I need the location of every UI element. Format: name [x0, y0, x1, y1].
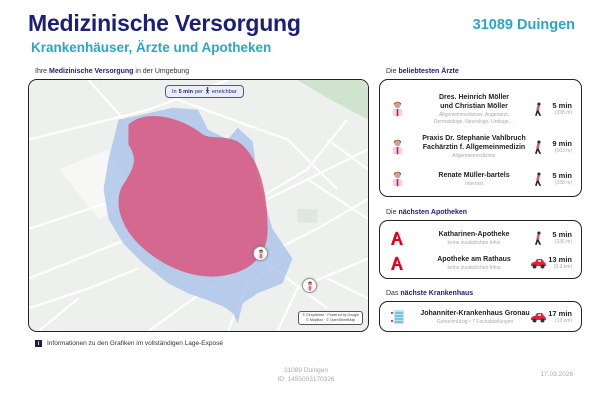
location-label: 31089 Duingen [472, 17, 575, 33]
page-subtitle: Krankenhäuser, Ärzte und Apotheken [31, 40, 272, 55]
walking-icon [528, 140, 548, 155]
hospital-list-item[interactable]: Johanniter-Krankenhaus Gronau Gemeinnützig • 7 Fachabteilungen 17 min (13 km) [380, 306, 581, 328]
map-canvas [29, 80, 368, 331]
pharmacy-a-icon [388, 256, 406, 271]
footer-info: 31089 Duingen ID: 1455003170326 [277, 367, 335, 383]
hospital-card [379, 301, 582, 332]
walking-person-icon [205, 87, 210, 96]
isochrone-badge: In 5 min per erreichbar [165, 85, 244, 98]
hospital-building-icon [388, 309, 406, 325]
pharmacy-list-item[interactable]: Apotheke am Rathaus keine zusätzlichen Infos 13 min (9,3 km) [380, 252, 581, 274]
hospital-section-label: Das nächste Krankenhaus [386, 290, 474, 297]
doctor-list-item[interactable]: Praxis Dr. Stephanie Vahlbruch Fachärztin f. Allgemeinmedizin Allgemeinmediziner 9 min (663 m) [380, 132, 581, 162]
doctor-location-pin[interactable] [253, 246, 268, 261]
walking-icon [528, 231, 548, 246]
walking-icon [528, 102, 548, 117]
walking-icon [528, 172, 548, 187]
map-attribution: © Geoptimize · Powered by Google © MapBox · © OpenStreetMap [298, 311, 363, 325]
doctor-avatar-icon [388, 171, 406, 187]
info-note: i Informationen zu den Grafiken im vollständigen Lage-Exposé [35, 340, 223, 347]
pharmacies-section-label: Die nächsten Apotheken [386, 209, 468, 216]
doctor-list-item[interactable]: Dres. Heinrich Möller und Christian Möller Allgemeinmediziner, Augenarzt, Dermatologe, Neurologe, Urologe,... 5 min (338 m) [380, 90, 581, 128]
doctor-list-item[interactable]: Renate Müller-bartels Internist 5 min (338 m) [380, 168, 581, 190]
pharmacy-list-item[interactable]: Katharinen-Apotheke keine zusätzlichen Infos 5 min (336 m) [380, 227, 581, 249]
pharmacy-a-icon [388, 231, 406, 246]
doctors-card [379, 79, 582, 197]
isochrone-map[interactable] [28, 79, 369, 332]
info-icon: i [35, 340, 42, 347]
doctors-section-label: Die beliebtesten Ärzte [386, 68, 459, 75]
car-icon [528, 312, 548, 323]
car-icon [528, 258, 548, 269]
map-section-label: Ihre Medizinische Versorgung in der Umgebung [35, 68, 190, 75]
doctor-location-pin[interactable] [302, 278, 317, 293]
footer-date: 17.03.2026 [540, 371, 573, 378]
doctor-avatar-icon [388, 139, 406, 155]
pharmacies-card [379, 220, 582, 279]
page-title: Medizinische Versorgung [28, 10, 301, 36]
doctor-avatar-icon [388, 101, 406, 117]
